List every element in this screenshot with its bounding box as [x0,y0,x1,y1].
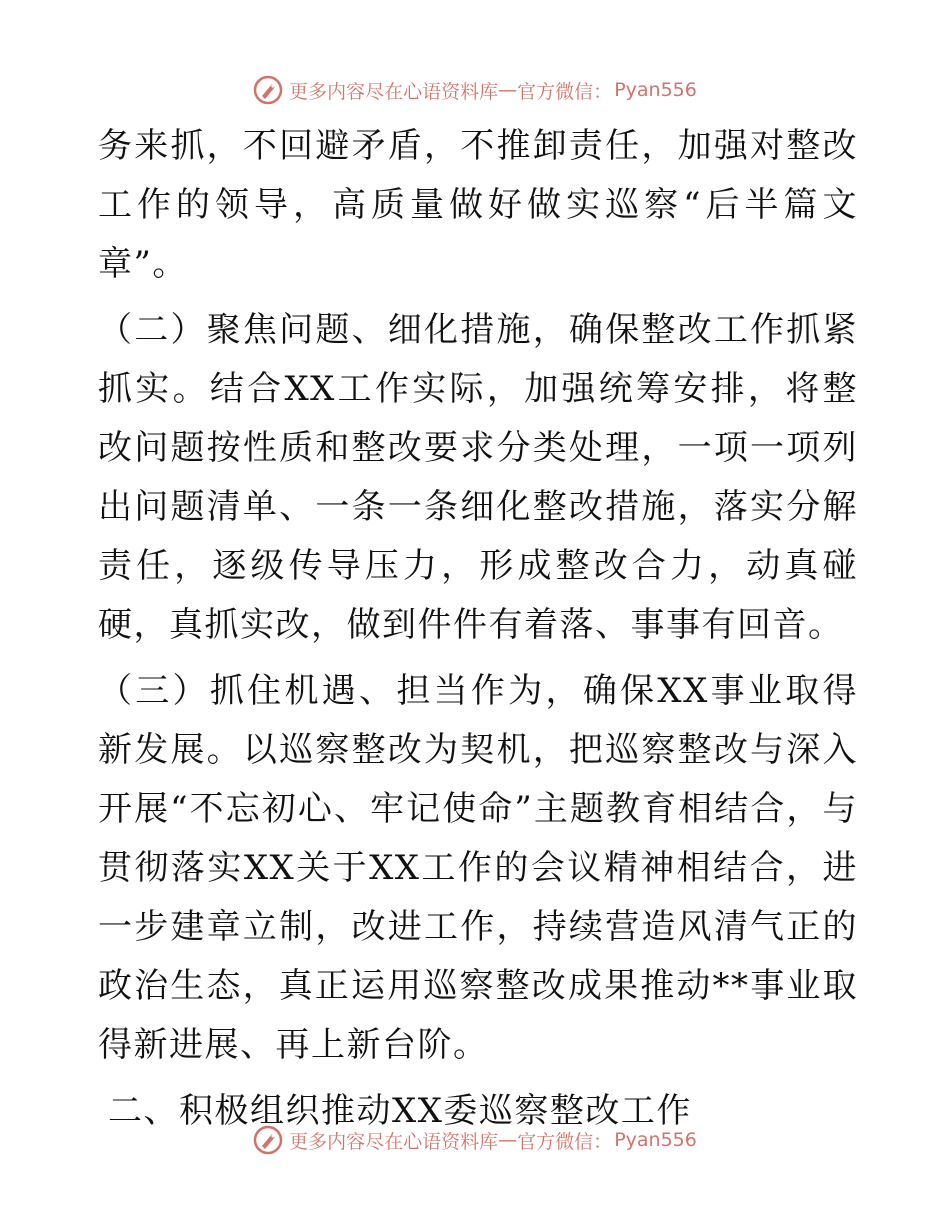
watermark-separator: — [498,1129,518,1151]
paragraph-3: （三）抓住机遇、担当作为，确保XX事业取得新发展。以巡察整改为契机，把巡察整改与深入开展“不忘初心、牢记使命”主题教育相结合，与贯彻落实XX关于XX工作的会议精神相结合，进一步建章立制，改进工作，持续营造风清气正的政治生态，真正运用巡察整改成果推动**事业取得新进展、再上新台阶。 [98,671,858,1065]
pen-nib-logo-icon [253,1125,283,1155]
watermark-suffix: 官方微信： [517,80,613,103]
paragraph-2: （二）聚焦问题、细化措施，确保整改工作抓紧抓实。结合XX工作实际，加强统筹安排，将整改问题按性质和整改要求分类处理，一项一项列出问题清单、一条一条细化整改措施，落实分解责任，逐级传导压力，形成整改合力，动真碰硬，真抓实改，做到件件有着落、事事有回音。 [98,310,858,645]
watermark-footer [0,1120,950,1160]
section-heading: 二、积极组织推动XX委巡察整改工作 [108,1091,692,1131]
document-body [98,117,858,1141]
watermark-text: 更多内容尽在心语资料库 [289,1130,499,1153]
paragraph-1: 务来抓，不回避矛盾，不推卸责任，加强对整改工作的领导，高质量做好做实巡察“后半篇文章”。 [98,126,858,284]
watermark-suffix: 官方微信： [517,1130,613,1153]
watermark-separator: — [498,79,518,101]
watermark-handle: Pyan556 [614,1129,697,1151]
pen-nib-logo-icon [253,75,283,105]
watermark-header [0,70,950,110]
watermark-text: 更多内容尽在心语资料库 [289,80,499,103]
watermark-handle: Pyan556 [614,79,697,101]
